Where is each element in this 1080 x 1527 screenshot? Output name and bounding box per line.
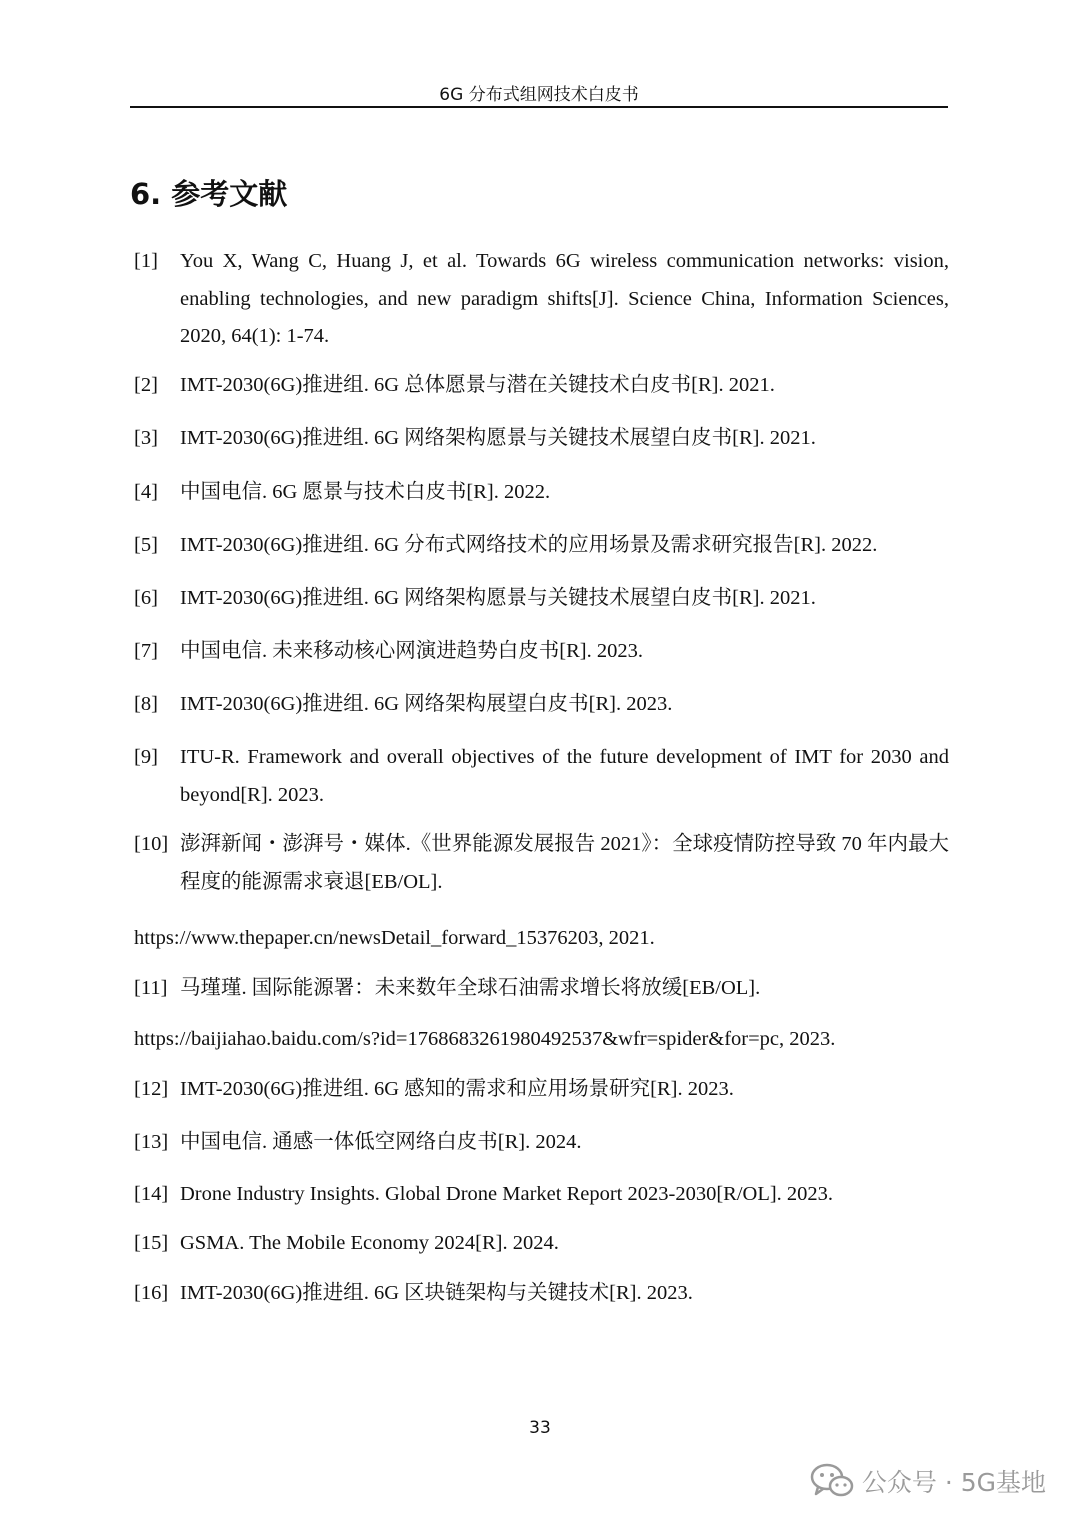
reference-item [134,1124,949,1162]
reference-url[interactable]: https://www.thepaper.cn/newsDetail_forward_15376203, 2021. [134,927,655,949]
reference-text: IMT-2030(6G)推进组. 6G 网络架构展望白皮书[R]. 2023. [180,693,673,715]
reference-text: 澎湃新闻・澎湃号・媒体.《世界能源发展报告 2021》：全球疫情防控导致 70 年内最大程度的能源需求衰退[EB/OL]. [180,833,949,893]
reference-text: GSMA. The Mobile Economy 2024[R]. 2024. [180,1232,559,1254]
reference-text: IMT-2030(6G)推进组. 6G 区块链架构与关键技术[R]. 2023. [180,1282,693,1304]
reference-item [134,420,949,458]
reference-text: IMT-2030(6G)推进组. 6G 网络架构愿景与关键技术展望白皮书[R]. 2021. [180,427,816,449]
reference-text: IMT-2030(6G)推进组. 6G 分布式网络技术的应用场景及需求研究报告[R]. 2022. [180,534,878,556]
reference-item [134,243,949,356]
reference-text: IMT-2030(6G)推进组. 6G 网络架构愿景与关键技术展望白皮书[R]. 2021. [180,587,816,609]
reference-item [134,527,949,565]
reference-text: 马瑾瑾. 国际能源署：未来数年全球石油需求增长将放缓[EB/OL]. [180,977,761,999]
reference-item [134,686,949,724]
reference-number: [10] [134,833,169,855]
reference-number: [7] [134,640,158,662]
reference-number: [6] [134,587,158,609]
reference-number: [4] [134,481,158,503]
reference-item [134,970,949,1008]
wechat-icon [810,1462,854,1500]
reference-text: 中国电信. 6G 愿景与技术白皮书[R]. 2022. [180,481,551,503]
reference-number: [1] [134,250,158,272]
reference-item [134,474,949,512]
reference-number: [12] [134,1078,169,1100]
reference-item [134,739,949,814]
section-heading: 6. 参考文献 [130,177,288,211]
reference-number: [3] [134,427,158,449]
reference-number: [8] [134,693,158,715]
reference-text: 中国电信. 通感一体低空网络白皮书[R]. 2024. [180,1131,582,1153]
reference-item [134,826,949,901]
reference-text: You X, Wang C, Huang J, et al. Towards 6G wireless communication networks: vision, enabling technologies, and new paradigm shifts[J]. Science China, Information Sciences, 2020, 64(1): 1-74. [180,250,949,347]
reference-item [134,580,949,618]
header-divider [130,106,948,108]
reference-text: Drone Industry Insights. Global Drone Market Report 2023-2030[R/OL]. 2023. [180,1183,834,1205]
reference-number: [11] [134,977,168,999]
reference-item [134,367,949,405]
reference-number: [16] [134,1282,169,1304]
reference-item [134,633,949,671]
reference-text: IMT-2030(6G)推进组. 6G 感知的需求和应用场景研究[R]. 2023. [180,1078,734,1100]
reference-number: [15] [134,1232,169,1254]
running-header-title: 6G 分布式组网技术白皮书 [439,85,639,105]
reference-number: [2] [134,374,158,396]
reference-url[interactable]: https://baijiahao.baidu.com/s?id=1768683261980492537&wfr=spider&for=pc, 2023. [134,1028,836,1050]
reference-number: [14] [134,1183,169,1205]
reference-text: 中国电信. 未来移动核心网演进趋势白皮书[R]. 2023. [180,640,643,662]
page-number: 33 [529,1418,551,1438]
reference-text: ITU-R. Framework and overall objectives of the future development of IMT for 2030 and beyond[R]. 2023. [180,746,949,806]
reference-text: IMT-2030(6G)推进组. 6G 总体愿景与潜在关键技术白皮书[R]. 2021. [180,374,775,396]
reference-item [134,1275,949,1313]
reference-number: [13] [134,1131,169,1153]
watermark [810,1462,1046,1500]
reference-number: [9] [134,746,158,768]
reference-item [134,1071,949,1109]
reference-item [134,1176,949,1214]
watermark-text: 公众号 · 5G基地 [861,1468,1046,1497]
reference-number: [5] [134,534,158,556]
reference-item [134,1225,949,1263]
